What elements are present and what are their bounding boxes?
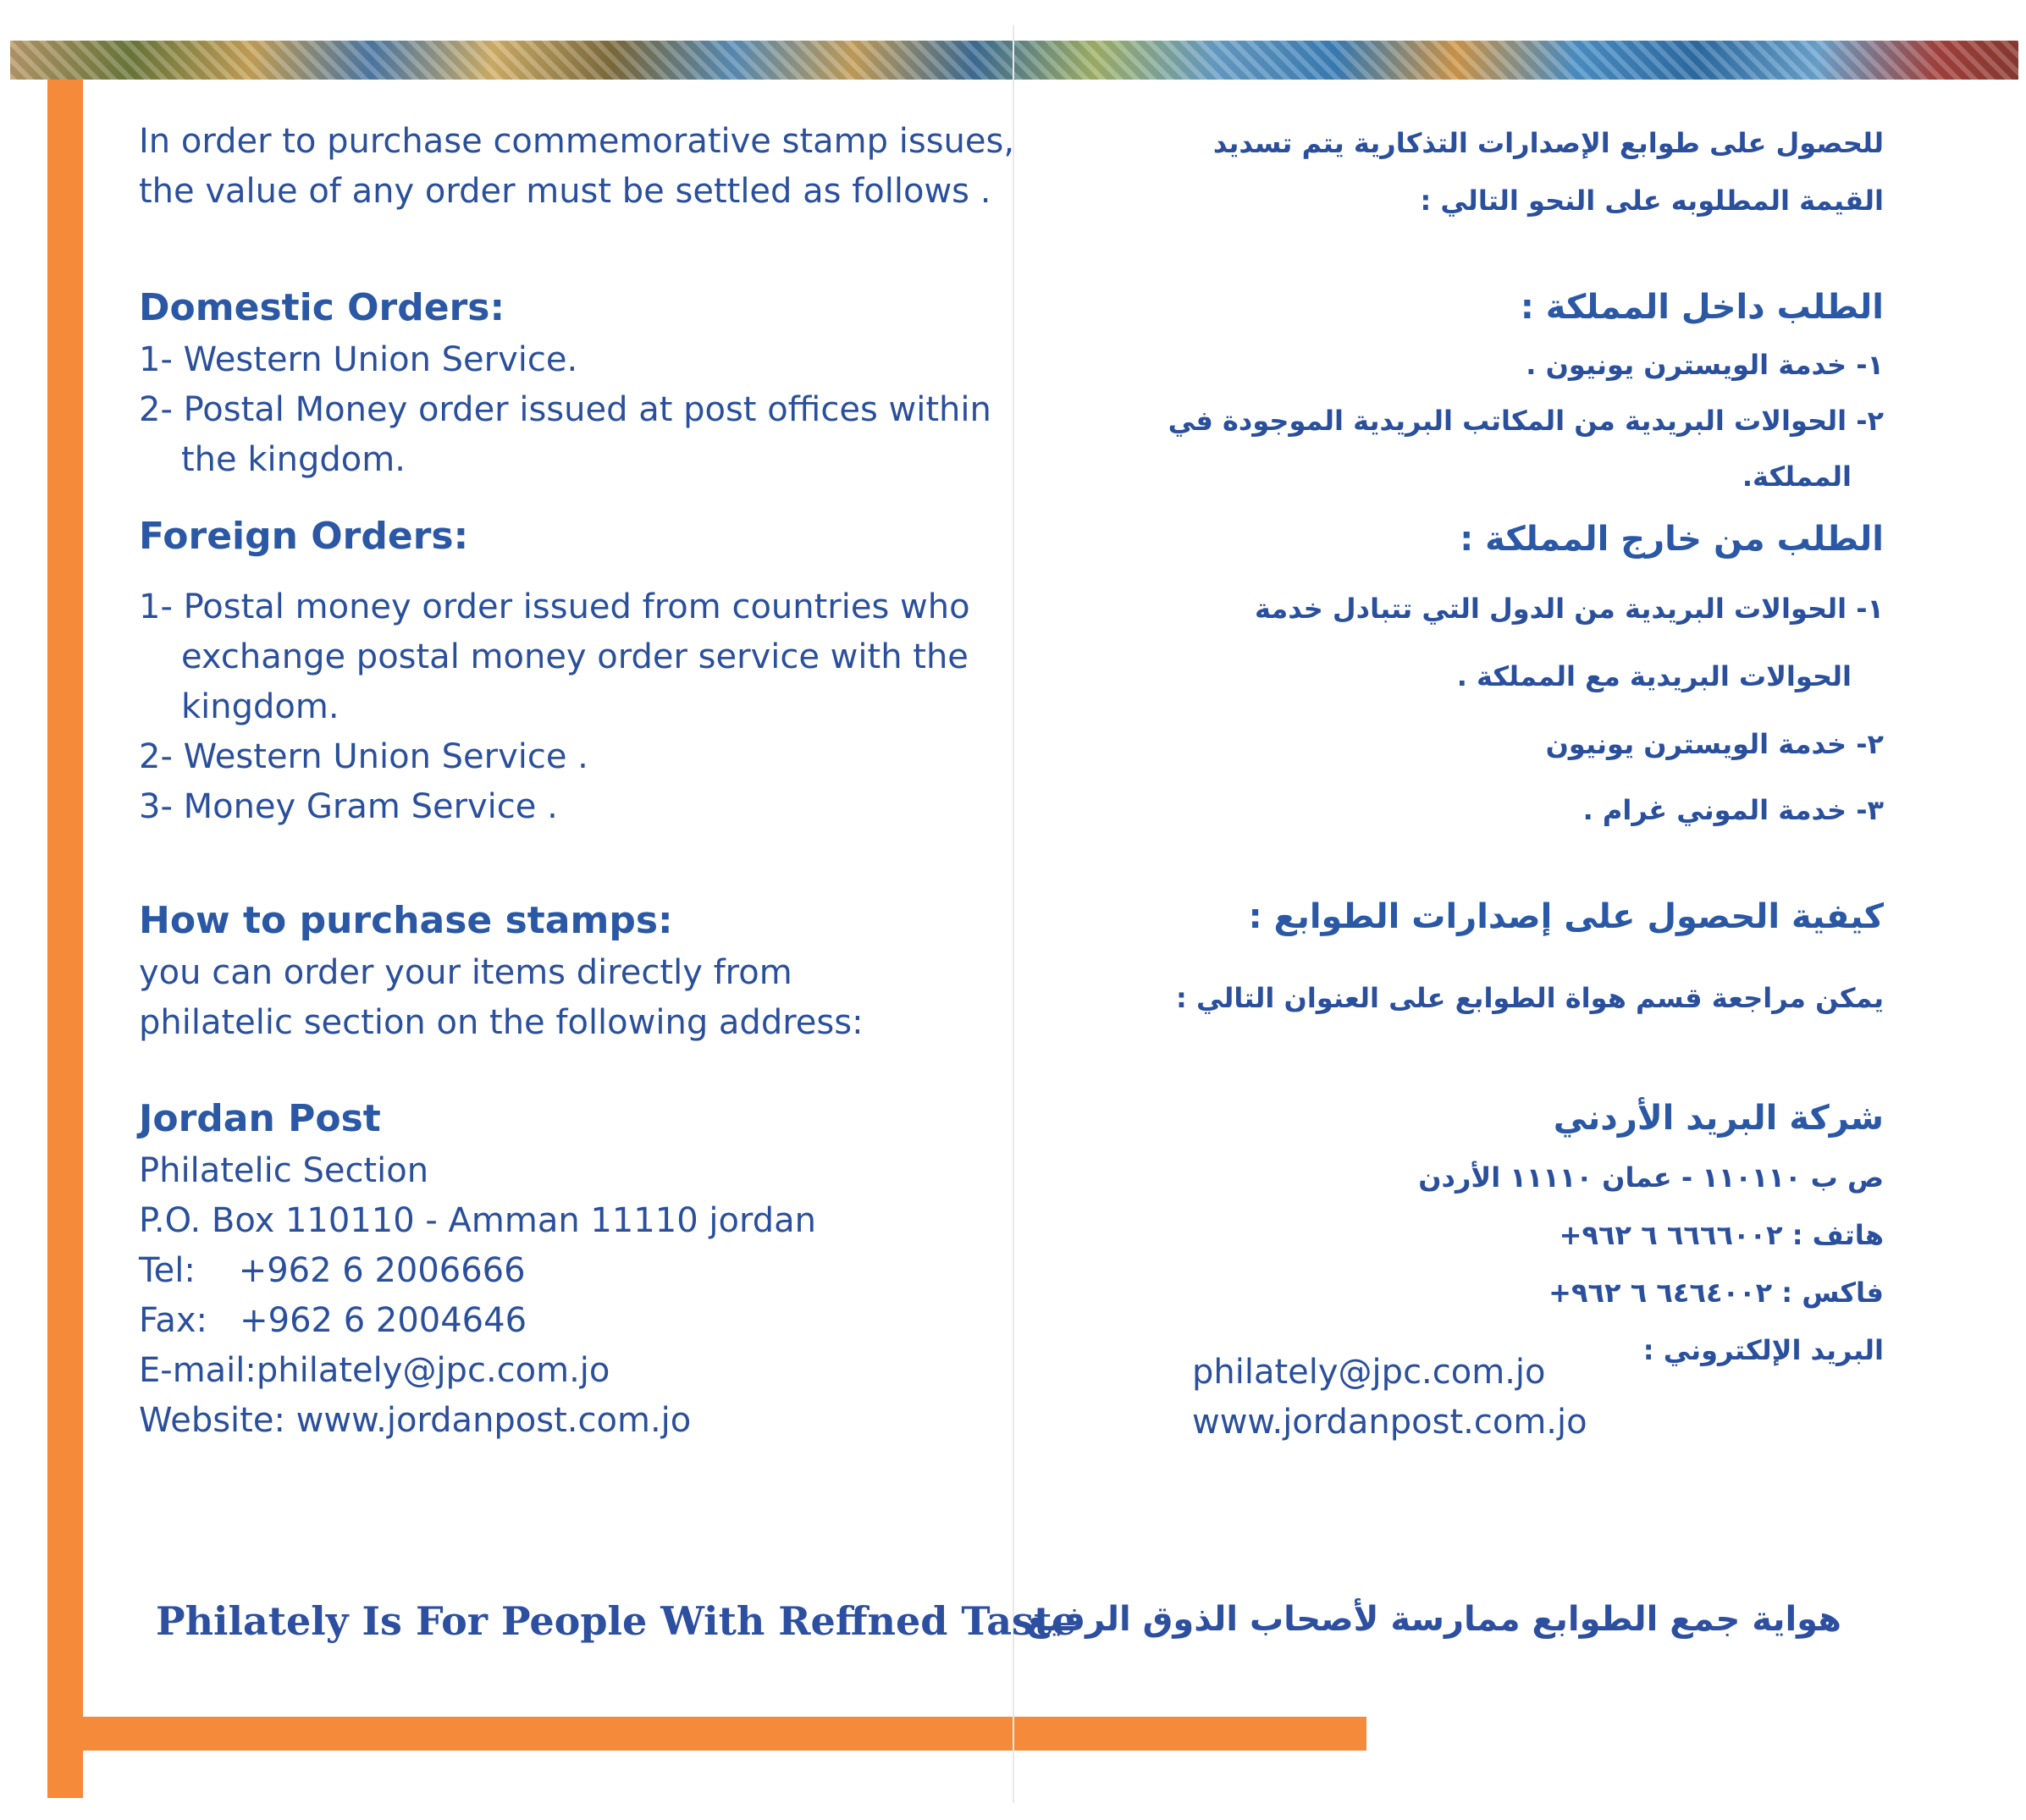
english-tagline: Philately Is For People With Reffned Taste — [156, 1598, 1077, 1644]
english-foreign-heading: Foreign Orders: — [139, 515, 469, 558]
arabic-list-item: ١- الحوالات البريدية من الدول التي تتبادل خدمة — [1255, 593, 1884, 625]
english-domestic-list — [139, 335, 991, 485]
arabic-list-item: ٣- خدمة الموني غرام . — [1582, 794, 1884, 826]
arabic-contact-latin — [1192, 1348, 1587, 1448]
english-contact-heading: Jordan Post — [139, 1097, 381, 1140]
arabic-foreign-heading: الطلب من خارج المملكة : — [1460, 520, 1884, 559]
contact-section: Philatelic Section — [139, 1151, 429, 1190]
arabic-contact-tel: هاتف : ٦٦٦٦٠٠٢ ٦ ٩٦٢+ — [1559, 1219, 1884, 1251]
arabic-domestic-heading: الطلب داخل المملكة : — [1520, 288, 1884, 327]
arabic-contact-fax: فاكس : ٦٤٦٤٠٠٢ ٦ ٩٦٢+ — [1548, 1277, 1884, 1309]
contact-fax: Fax: +962 6 2004646 — [139, 1301, 527, 1340]
arabic-list-item: ١- خدمة الويسترن يونيون . — [1526, 349, 1884, 381]
fold-line — [1013, 25, 1014, 1803]
arabic-contact-address: ص ب ١١٠١١٠ - عمان ١١١١٠ الأردن — [1418, 1161, 1884, 1194]
list-item: 2- Western Union Service . — [139, 737, 588, 776]
arabic-list-item: ٢- الحوالات البريدية من المكاتب البريدية الموجودة في — [1168, 405, 1884, 437]
arabic-email-label: البريد الإلكتروني : — [1642, 1334, 1884, 1366]
contact-website: Website: www.jordanpost.com.jo — [139, 1401, 692, 1440]
arabic-how-line: يمكن مراجعة قسم هواة الطوابع على العنوان التالي : — [1176, 982, 1884, 1014]
list-item: 2- Postal Money order issued at post offices within — [139, 390, 991, 429]
english-how-line: philatelic section on the following address: — [139, 1003, 864, 1042]
arabic-list-item-continuation: المملكة. — [1742, 461, 1852, 493]
list-item-continuation: exchange postal money order service with the — [181, 637, 969, 676]
contact-tel: Tel: +962 6 2006666 — [139, 1251, 526, 1290]
contact-address: P.O. Box 110110 - Amman 11110 jordan — [139, 1201, 816, 1240]
arabic-contact-website: www.jordanpost.com.jo — [1192, 1403, 1587, 1442]
english-domestic-heading: Domestic Orders: — [139, 286, 505, 329]
english-foreign-list — [139, 582, 970, 832]
english-intro-line: In order to purchase commemorative stamp issues, — [139, 122, 1015, 161]
arabic-how-heading: كيفية الحصول على إصدارات الطوابع : — [1248, 897, 1884, 936]
english-contact-block — [139, 1146, 816, 1446]
orange-border-vertical — [47, 80, 83, 1798]
arabic-intro-line: القيمة المطلوبه على النحو التالي : — [1420, 185, 1884, 217]
list-item-continuation: the kingdom. — [181, 440, 406, 479]
list-item-continuation: kingdom. — [181, 687, 340, 726]
english-intro — [139, 117, 1014, 217]
english-how-line: you can order your items directly from — [139, 953, 792, 992]
arabic-contact-heading: شركة البريد الأردني — [1553, 1099, 1884, 1138]
arabic-list-item-continuation: الحوالات البريدية مع المملكة . — [1456, 660, 1852, 692]
arabic-tagline: هواية جمع الطوابع ممارسة لأصحاب الذوق الرفيع — [1026, 1600, 1841, 1639]
english-intro-line: the value of any order must be settled as follows . — [139, 172, 991, 211]
decorative-banner-texture — [10, 41, 2018, 80]
orange-border-horizontal — [47, 1717, 1366, 1751]
list-item: 3- Money Gram Service . — [139, 787, 558, 826]
list-item: 1- Postal money order issued from countries who — [139, 587, 970, 626]
english-how-text — [139, 948, 864, 1048]
list-item: 1- Western Union Service. — [139, 340, 578, 379]
contact-email: E-mail:philately@jpc.com.jo — [139, 1351, 610, 1390]
english-how-heading: How to purchase stamps: — [139, 899, 673, 942]
arabic-list-item: ٢- خدمة الويسترن يونيون — [1545, 728, 1884, 760]
arabic-intro-line: للحصول على طوابع الإصدارات التذكارية يتم تسديد — [1212, 127, 1884, 159]
arabic-contact-email: philately@jpc.com.jo — [1192, 1353, 1546, 1392]
